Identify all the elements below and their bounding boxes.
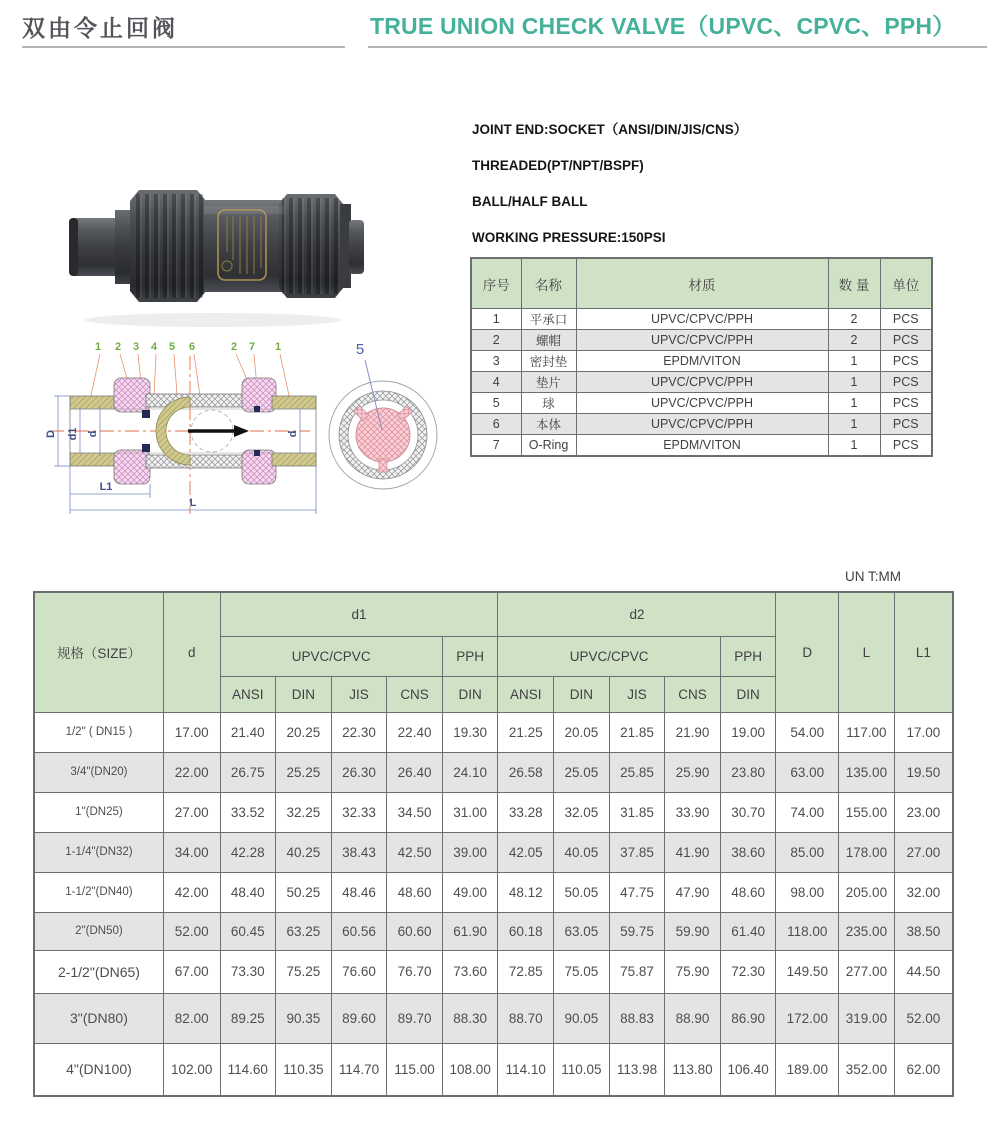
table-row bbox=[471, 393, 932, 414]
cell: 113.80 bbox=[665, 1043, 721, 1096]
cell: 2"(DN50) bbox=[34, 912, 163, 950]
cell: PCS bbox=[880, 309, 932, 330]
cell: 75.05 bbox=[554, 950, 610, 993]
callout-2a: 2 bbox=[114, 341, 122, 353]
parts-table bbox=[470, 257, 933, 457]
callout-2b: 2 bbox=[230, 341, 238, 353]
cell: 31.00 bbox=[442, 792, 498, 832]
cell: 76.70 bbox=[387, 950, 443, 993]
title-underline-left bbox=[22, 46, 345, 48]
table-row bbox=[34, 1043, 953, 1096]
callout-6: 6 bbox=[188, 341, 196, 353]
cell: 178.00 bbox=[839, 832, 895, 872]
std-cns-d1: CNS bbox=[387, 676, 443, 712]
std-din-d1: DIN bbox=[276, 676, 332, 712]
dim-label-d2: d bbox=[87, 430, 99, 438]
cell: 32.33 bbox=[331, 792, 387, 832]
cell: 42.05 bbox=[498, 832, 554, 872]
cell: 172.00 bbox=[776, 993, 839, 1043]
cell: 47.90 bbox=[665, 872, 721, 912]
cell: 1"(DN25) bbox=[34, 792, 163, 832]
col-header-d: d bbox=[163, 592, 220, 712]
cell: 63.25 bbox=[276, 912, 332, 950]
cell: 22.00 bbox=[163, 752, 220, 792]
col-header-no: 序号 bbox=[471, 258, 521, 309]
cell: 1 bbox=[828, 435, 880, 457]
cell: 114.10 bbox=[498, 1043, 554, 1096]
cell: 88.70 bbox=[498, 993, 554, 1043]
cell: 31.85 bbox=[609, 792, 665, 832]
cell: 90.35 bbox=[276, 993, 332, 1043]
dim-label-L1: L1 bbox=[99, 481, 113, 493]
col-header-name: 名称 bbox=[521, 258, 576, 309]
title-underline-right bbox=[368, 46, 987, 48]
cell: 89.60 bbox=[331, 993, 387, 1043]
subgroup-pph-d1: PPH bbox=[442, 636, 498, 676]
cell: 88.90 bbox=[665, 993, 721, 1043]
cell: 3"(DN80) bbox=[34, 993, 163, 1043]
callout-7: 7 bbox=[248, 341, 256, 353]
cell: 20.05 bbox=[554, 712, 610, 752]
cell: 26.40 bbox=[387, 752, 443, 792]
cell: 21.85 bbox=[609, 712, 665, 752]
cell: 26.58 bbox=[498, 752, 554, 792]
dim-label-d: d bbox=[287, 430, 299, 438]
cell: 39.00 bbox=[442, 832, 498, 872]
cell: 63.05 bbox=[554, 912, 610, 950]
photo-shadow bbox=[85, 313, 341, 327]
cell: 60.60 bbox=[387, 912, 443, 950]
cell: 1 bbox=[828, 414, 880, 435]
cell: 189.00 bbox=[776, 1043, 839, 1096]
cell: PCS bbox=[880, 393, 932, 414]
valve-photo-graphic bbox=[55, 140, 365, 338]
cell: 88.83 bbox=[609, 993, 665, 1043]
cell: UPVC/CPVC/PPH bbox=[576, 372, 828, 393]
cell: 26.30 bbox=[331, 752, 387, 792]
cell: 2 bbox=[828, 309, 880, 330]
table-row bbox=[34, 872, 953, 912]
cell: 1/2" ( DN15 ) bbox=[34, 712, 163, 752]
cell: 25.05 bbox=[554, 752, 610, 792]
cell: 6 bbox=[471, 414, 521, 435]
cell: 41.90 bbox=[665, 832, 721, 872]
cell: 76.60 bbox=[331, 950, 387, 993]
spec-ball: BALL/HALF BALL bbox=[472, 194, 588, 209]
cell: 72.30 bbox=[720, 950, 776, 993]
subgroup-pph-d2: PPH bbox=[720, 636, 776, 676]
left-nut-ribs bbox=[133, 194, 203, 298]
cell: 89.25 bbox=[220, 993, 276, 1043]
cell: 88.30 bbox=[442, 993, 498, 1043]
cell: 106.40 bbox=[720, 1043, 776, 1096]
cell: 21.25 bbox=[498, 712, 554, 752]
page-title-chinese: 双由令止回阀 bbox=[22, 15, 178, 41]
dimension-table bbox=[33, 591, 954, 1097]
callout-3: 3 bbox=[132, 341, 140, 353]
cell: 52.00 bbox=[163, 912, 220, 950]
cell: 75.25 bbox=[276, 950, 332, 993]
cell: 48.46 bbox=[331, 872, 387, 912]
cell: PCS bbox=[880, 330, 932, 351]
cell: 135.00 bbox=[839, 752, 895, 792]
cell: 48.60 bbox=[387, 872, 443, 912]
col-header-material: 材质 bbox=[576, 258, 828, 309]
parts-table-body bbox=[471, 309, 932, 457]
cell: 44.50 bbox=[894, 950, 953, 993]
cell: 1 bbox=[828, 351, 880, 372]
cell: 319.00 bbox=[839, 993, 895, 1043]
cell: 27.00 bbox=[163, 792, 220, 832]
group-header-d2: d2 bbox=[498, 592, 776, 636]
parts-header-row bbox=[471, 258, 932, 309]
std-ansi-d1: ANSI bbox=[220, 676, 276, 712]
cell: 110.05 bbox=[554, 1043, 610, 1096]
table-row bbox=[34, 752, 953, 792]
cell: 30.70 bbox=[720, 792, 776, 832]
group-header-d1: d1 bbox=[220, 592, 498, 636]
spec-working-pressure: WORKING PRESSURE:150PSI bbox=[472, 230, 666, 245]
cell: 61.40 bbox=[720, 912, 776, 950]
product-photo bbox=[55, 140, 365, 338]
cell: 32.05 bbox=[554, 792, 610, 832]
cell: 60.45 bbox=[220, 912, 276, 950]
cell: 49.00 bbox=[442, 872, 498, 912]
cell: 1 bbox=[828, 372, 880, 393]
cell: 22.30 bbox=[331, 712, 387, 752]
table-row bbox=[34, 792, 953, 832]
cell: 19.00 bbox=[720, 712, 776, 752]
cell: 62.00 bbox=[894, 1043, 953, 1096]
table-row bbox=[471, 330, 932, 351]
cell: EPDM/VITON bbox=[576, 351, 828, 372]
cell: 螺帽 bbox=[521, 330, 576, 351]
callout-numbers bbox=[95, 341, 281, 353]
cell: 垫片 bbox=[521, 372, 576, 393]
cell: 26.75 bbox=[220, 752, 276, 792]
cell: 61.90 bbox=[442, 912, 498, 950]
cell: 34.50 bbox=[387, 792, 443, 832]
std-ansi-d2: ANSI bbox=[498, 676, 554, 712]
cell: 33.90 bbox=[665, 792, 721, 832]
cell: 25.25 bbox=[276, 752, 332, 792]
table-row bbox=[34, 712, 953, 752]
cell: 52.00 bbox=[894, 993, 953, 1043]
std-jis-d1: JIS bbox=[331, 676, 387, 712]
col-header-unit: 单位 bbox=[880, 258, 932, 309]
detail-view bbox=[329, 341, 437, 489]
table-row bbox=[34, 993, 953, 1043]
dim-label-D: D bbox=[45, 430, 57, 438]
flow-arrow bbox=[188, 425, 249, 437]
table-row bbox=[34, 912, 953, 950]
cell: 115.00 bbox=[387, 1043, 443, 1096]
cell: 23.80 bbox=[720, 752, 776, 792]
cell: 48.40 bbox=[220, 872, 276, 912]
cell: 17.00 bbox=[163, 712, 220, 752]
cell: 118.00 bbox=[776, 912, 839, 950]
cell: 33.28 bbox=[498, 792, 554, 832]
cell: 90.05 bbox=[554, 993, 610, 1043]
cell: 82.00 bbox=[163, 993, 220, 1043]
table-row bbox=[471, 435, 932, 457]
cell: 24.10 bbox=[442, 752, 498, 792]
cell: 108.00 bbox=[442, 1043, 498, 1096]
cell: 2-1/2"(DN65) bbox=[34, 950, 163, 993]
col-header-D: D bbox=[776, 592, 839, 712]
cell: 85.00 bbox=[776, 832, 839, 872]
table-row bbox=[471, 372, 932, 393]
cell: 21.90 bbox=[665, 712, 721, 752]
cell: 42.00 bbox=[163, 872, 220, 912]
cell: 113.98 bbox=[609, 1043, 665, 1096]
cell: 20.25 bbox=[276, 712, 332, 752]
cell: 59.90 bbox=[665, 912, 721, 950]
cell: 86.90 bbox=[720, 993, 776, 1043]
spec-threaded: THREADED(PT/NPT/BSPF) bbox=[472, 158, 644, 173]
cell: 205.00 bbox=[839, 872, 895, 912]
cell: UPVC/CPVC/PPH bbox=[576, 393, 828, 414]
cell: 60.18 bbox=[498, 912, 554, 950]
table-row bbox=[34, 832, 953, 872]
subgroup-upvc-d2: UPVC/CPVC bbox=[498, 636, 720, 676]
col-header-qty: 数 量 bbox=[828, 258, 880, 309]
cell: UPVC/CPVC/PPH bbox=[576, 330, 828, 351]
cell: 25.85 bbox=[609, 752, 665, 792]
cell: 38.50 bbox=[894, 912, 953, 950]
cell: 117.00 bbox=[839, 712, 895, 752]
cell: 本体 bbox=[521, 414, 576, 435]
cell: 4"(DN100) bbox=[34, 1043, 163, 1096]
page-title-english: TRUE UNION CHECK VALVE（UPVC、CPVC、PPH） bbox=[370, 13, 956, 39]
cell: 235.00 bbox=[839, 912, 895, 950]
cell: 50.05 bbox=[554, 872, 610, 912]
cell: 19.30 bbox=[442, 712, 498, 752]
cell: 102.00 bbox=[163, 1043, 220, 1096]
cell: 3 bbox=[471, 351, 521, 372]
detail-label: 5 bbox=[355, 341, 365, 358]
cell: 72.85 bbox=[498, 950, 554, 993]
dim-table-body bbox=[34, 712, 953, 1096]
cell: 3/4"(DN20) bbox=[34, 752, 163, 792]
cell: 37.85 bbox=[609, 832, 665, 872]
cell: 48.60 bbox=[720, 872, 776, 912]
cell: 密封垫 bbox=[521, 351, 576, 372]
cell: 114.60 bbox=[220, 1043, 276, 1096]
cell: 277.00 bbox=[839, 950, 895, 993]
table-row bbox=[471, 351, 932, 372]
cell: 89.70 bbox=[387, 993, 443, 1043]
cell: 5 bbox=[471, 393, 521, 414]
cell: 2 bbox=[471, 330, 521, 351]
cell: 74.00 bbox=[776, 792, 839, 832]
cell: 22.40 bbox=[387, 712, 443, 752]
std-din-pph-d2: DIN bbox=[720, 676, 776, 712]
cell: 59.75 bbox=[609, 912, 665, 950]
cell: 149.50 bbox=[776, 950, 839, 993]
body-highlight bbox=[204, 206, 284, 214]
cell: 1 bbox=[471, 309, 521, 330]
table-row bbox=[471, 414, 932, 435]
cell: 21.40 bbox=[220, 712, 276, 752]
spec-joint-end: JOINT END:SOCKET（ANSI/DIN/JIS/CNS） bbox=[472, 122, 748, 137]
cell: 60.56 bbox=[331, 912, 387, 950]
cell: 1-1/4"(DN32) bbox=[34, 832, 163, 872]
cell: 42.28 bbox=[220, 832, 276, 872]
cell: 平承口 bbox=[521, 309, 576, 330]
section-drawing-graphic bbox=[38, 336, 470, 531]
cell: 38.60 bbox=[720, 832, 776, 872]
cell: 42.50 bbox=[387, 832, 443, 872]
cell: PCS bbox=[880, 414, 932, 435]
cell: PCS bbox=[880, 372, 932, 393]
callout-5: 5 bbox=[168, 341, 176, 353]
left-collar bbox=[115, 210, 131, 284]
cell: 352.00 bbox=[839, 1043, 895, 1096]
unit-note: UN T:MM bbox=[845, 569, 901, 584]
cell: 155.00 bbox=[839, 792, 895, 832]
cell: 7 bbox=[471, 435, 521, 457]
table-row bbox=[471, 309, 932, 330]
cell: 47.75 bbox=[609, 872, 665, 912]
cell: 17.00 bbox=[894, 712, 953, 752]
cell: 40.05 bbox=[554, 832, 610, 872]
cell: 50.25 bbox=[276, 872, 332, 912]
subgroup-upvc-d1: UPVC/CPVC bbox=[220, 636, 442, 676]
cell: 110.35 bbox=[276, 1043, 332, 1096]
dim-label-L: L bbox=[189, 497, 197, 509]
cell: 球 bbox=[521, 393, 576, 414]
cell: UPVC/CPVC/PPH bbox=[576, 309, 828, 330]
col-header-L1: L1 bbox=[894, 592, 953, 712]
cell: 32.25 bbox=[276, 792, 332, 832]
cell: 75.90 bbox=[665, 950, 721, 993]
callout-1b: 1 bbox=[274, 341, 282, 353]
dim-header-row-1 bbox=[34, 592, 953, 636]
right-socket bbox=[349, 220, 364, 274]
cell: 19.50 bbox=[894, 752, 953, 792]
cell: 114.70 bbox=[331, 1043, 387, 1096]
cell: 63.00 bbox=[776, 752, 839, 792]
right-nut-ribs bbox=[282, 198, 340, 294]
cell: 27.00 bbox=[894, 832, 953, 872]
cell: 67.00 bbox=[163, 950, 220, 993]
col-header-L: L bbox=[839, 592, 895, 712]
cell: 34.00 bbox=[163, 832, 220, 872]
cell: 33.52 bbox=[220, 792, 276, 832]
std-din-d2: DIN bbox=[554, 676, 610, 712]
std-cns-d2: CNS bbox=[665, 676, 721, 712]
dim-label-d1: d1 bbox=[67, 427, 79, 441]
cell: 48.12 bbox=[498, 872, 554, 912]
cell: 75.87 bbox=[609, 950, 665, 993]
cell: PCS bbox=[880, 435, 932, 457]
spec-list bbox=[472, 112, 747, 256]
cell: 40.25 bbox=[276, 832, 332, 872]
callout-4: 4 bbox=[150, 341, 158, 353]
cell: 32.00 bbox=[894, 872, 953, 912]
cell: 25.90 bbox=[665, 752, 721, 792]
std-din-pph-d1: DIN bbox=[442, 676, 498, 712]
left-socket-face bbox=[69, 218, 78, 276]
callout-1a: 1 bbox=[94, 341, 102, 353]
cell: 98.00 bbox=[776, 872, 839, 912]
cell: 73.60 bbox=[442, 950, 498, 993]
technical-drawing bbox=[38, 336, 470, 531]
cell: O-Ring bbox=[521, 435, 576, 457]
cell: 23.00 bbox=[894, 792, 953, 832]
cell: EPDM/VITON bbox=[576, 435, 828, 457]
cell: 54.00 bbox=[776, 712, 839, 752]
cell: 1-1/2"(DN40) bbox=[34, 872, 163, 912]
cell: PCS bbox=[880, 351, 932, 372]
table-row bbox=[34, 950, 953, 993]
cell: 73.30 bbox=[220, 950, 276, 993]
cell: UPVC/CPVC/PPH bbox=[576, 414, 828, 435]
cell: 1 bbox=[828, 393, 880, 414]
cell: 4 bbox=[471, 372, 521, 393]
cell: 38.43 bbox=[331, 832, 387, 872]
cell: 2 bbox=[828, 330, 880, 351]
col-header-size: 规格（SIZE） bbox=[34, 592, 163, 712]
std-jis-d2: JIS bbox=[609, 676, 665, 712]
